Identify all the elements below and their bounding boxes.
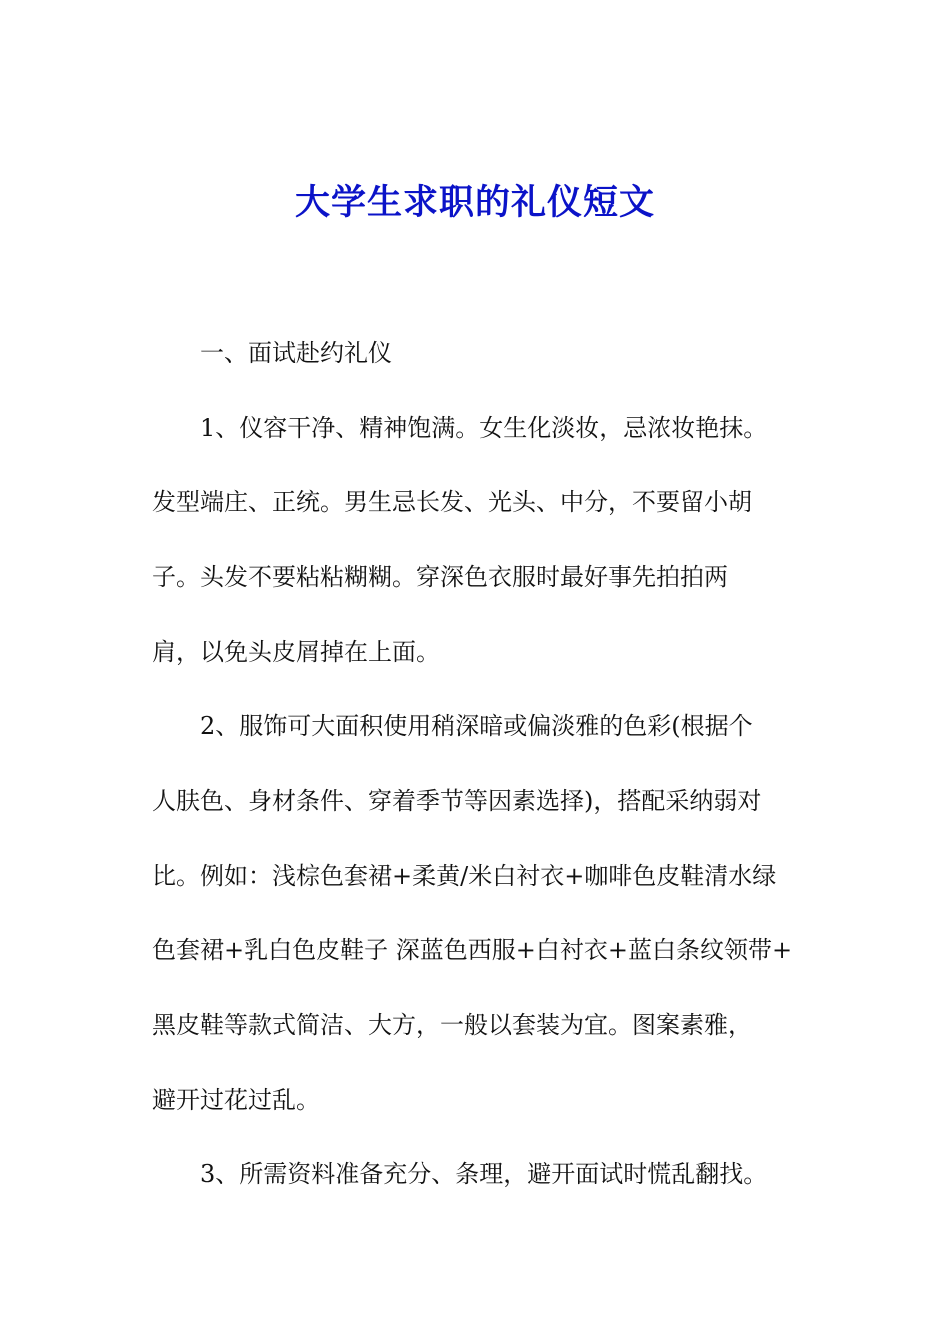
paragraph-line: 比。例如：浅棕色套裙+柔黄/米白衬衣+咖啡色皮鞋清水绿 [152, 862, 777, 890]
paragraph-line: 子。头发不要粘粘糊糊。穿深色衣服时最好事先拍拍两 [152, 563, 728, 591]
paragraph-line: 1、仪容干净、精神饱满。女生化淡妆，忌浓妆艳抹。 [200, 414, 768, 442]
paragraph-line: 3、所需资料准备充分、条理，避开面试时慌乱翻找。 [200, 1160, 768, 1188]
paragraph-line: 肩，以免头皮屑掉在上面。 [152, 638, 440, 666]
paragraph-line: 发型端庄、正统。男生忌长发、光头、中分，不要留小胡 [152, 488, 752, 516]
paragraph-line: 2、服饰可大面积使用稍深暗或偏淡雅的色彩(根据个 [200, 712, 753, 740]
paragraph-line: 黑皮鞋等款式简洁、大方，一般以套装为宜。图案素雅， [152, 1011, 752, 1039]
document-title: 大学生求职的礼仪短文 [294, 182, 655, 223]
paragraph-line: 色套裙+乳白色皮鞋子 深蓝色西服+白衬衣+蓝白条纹领带+ [152, 936, 793, 964]
paragraph-line: 避开过花过乱。 [152, 1086, 320, 1114]
section-heading: 一、面试赴约礼仪 [200, 339, 392, 367]
paragraph-line: 人肤色、身材条件、穿着季节等因素选择)，搭配采纳弱对 [152, 787, 762, 815]
